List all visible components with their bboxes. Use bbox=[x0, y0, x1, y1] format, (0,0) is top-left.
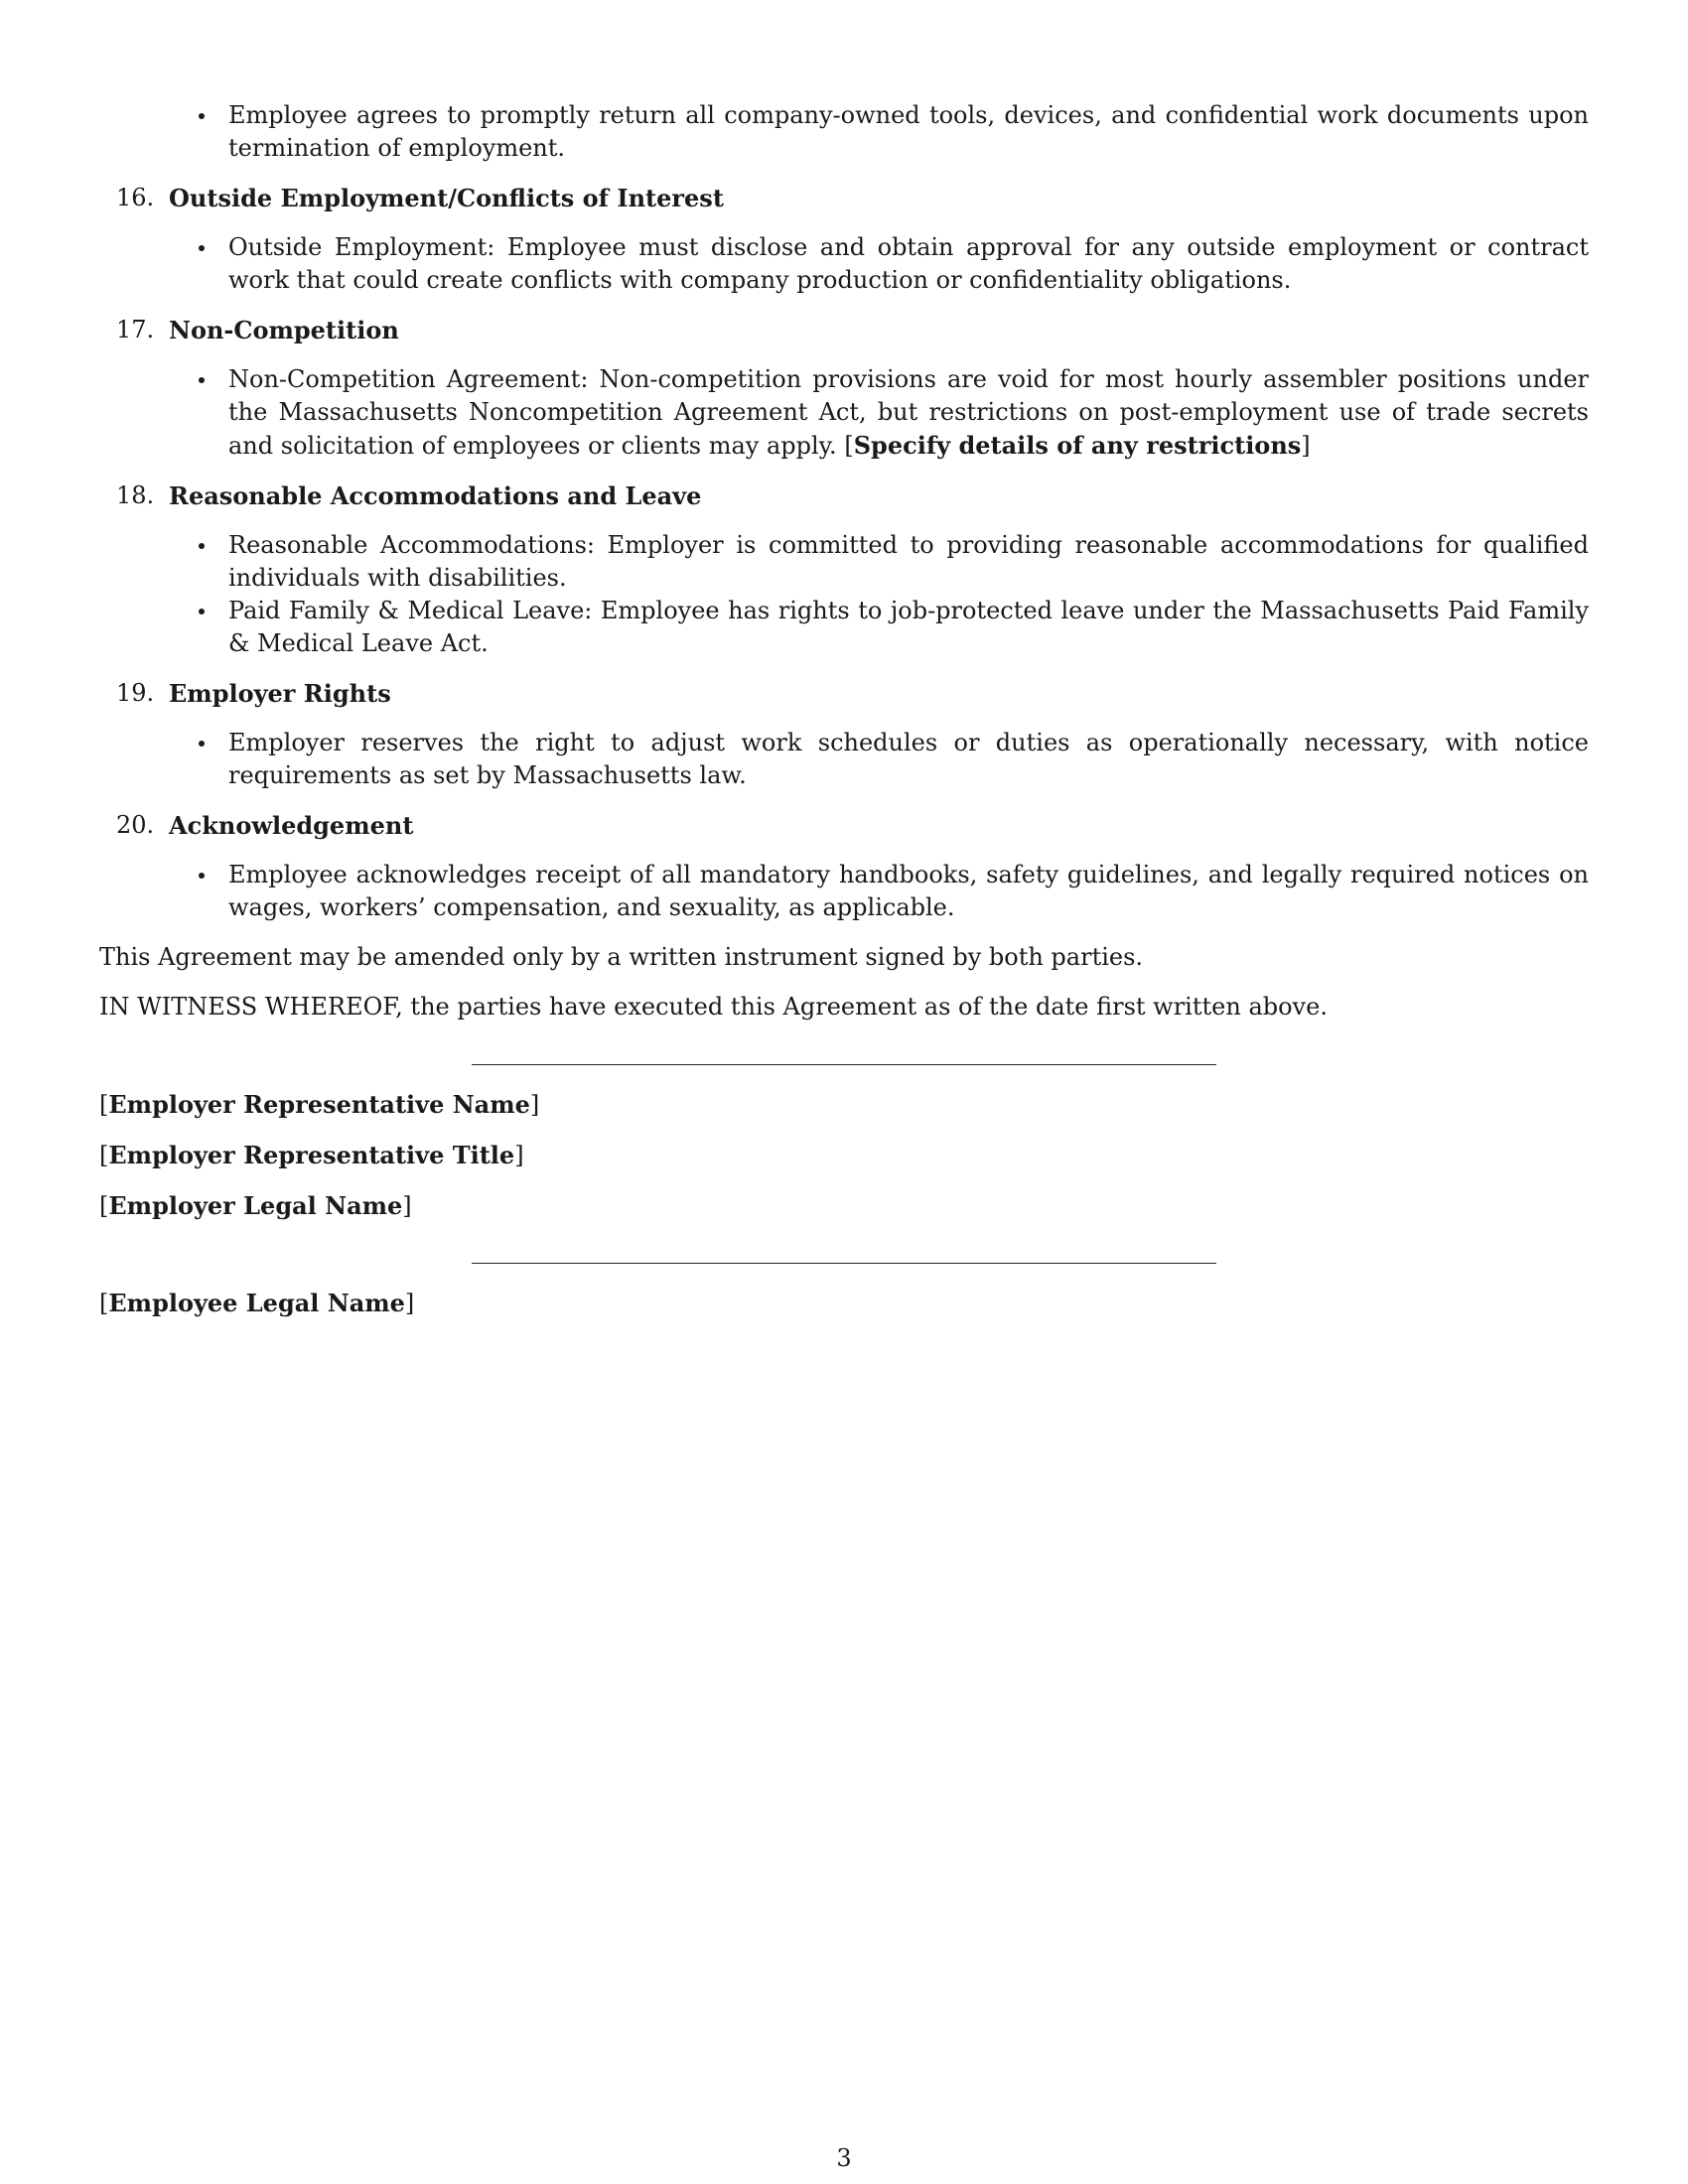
bullet-text: Employee agrees to promptly return all company-owned tools, devices, and confidential work documents upon termination of employment. bbox=[228, 101, 1589, 162]
section-heading-18 bbox=[99, 479, 1589, 512]
bullet-text: Non-Competition Agreement: Non-competition provisions are void for most hourly assembler positions under the Massachusetts Noncompetition Agreement Act, but restrictions on post-employment use of trade secrets and solicitation of employees or clients may apply. bbox=[228, 365, 1589, 460]
bullet-dot bbox=[199, 873, 205, 879]
document-page bbox=[99, 99, 1589, 1320]
section-title: Outside Employment/Conflicts of Interest bbox=[169, 184, 724, 212]
employer-signature-block bbox=[99, 1064, 1589, 1223]
bullet-dot bbox=[199, 113, 205, 119]
employee-signature-block bbox=[99, 1263, 1589, 1320]
bullet-non-competition bbox=[99, 363, 1589, 463]
bullet-paid-leave bbox=[99, 595, 1589, 660]
employer-rep-title: [Employer Representative Title] bbox=[99, 1141, 524, 1169]
bullet-dot bbox=[199, 377, 205, 383]
bullet-dot bbox=[199, 609, 205, 614]
section-title: Reasonable Accommodations and Leave bbox=[169, 481, 702, 510]
bracket-close: ] bbox=[1301, 432, 1311, 460]
bracket-open: [ bbox=[844, 432, 854, 460]
section-title: Acknowledgement bbox=[169, 811, 414, 840]
section-title: Employer Rights bbox=[169, 679, 391, 708]
section-heading-17 bbox=[99, 314, 1589, 346]
section-heading-20 bbox=[99, 809, 1589, 842]
section-heading-16 bbox=[99, 182, 1589, 214]
bullet-dot bbox=[199, 741, 205, 747]
placeholder-restrictions bbox=[844, 432, 1310, 460]
employer-signature-line bbox=[472, 1064, 1216, 1065]
bullet-employer-rights bbox=[99, 727, 1589, 792]
bullet-text: Outside Employment: Employee must disclose and obtain approval for any outside employment or contract work that could create conflicts with company production or confidentiality obligations. bbox=[228, 233, 1589, 294]
section-number: 16. bbox=[116, 184, 155, 211]
witness-paragraph: IN WITNESS WHEREOF, the parties have executed this Agreement as of the date first written above. bbox=[99, 993, 1328, 1021]
section-number: 19. bbox=[116, 679, 155, 707]
amendment-paragraph: This Agreement may be amended only by a written instrument signed by both parties. bbox=[99, 943, 1144, 971]
bullet-text: Employer reserves the right to adjust work schedules or duties as operationally necessary, with notice requirements as set by Massachusetts law. bbox=[228, 729, 1589, 789]
page-number: 3 bbox=[836, 2144, 852, 2172]
bullet-text: Paid Family & Medical Leave: Employee has rights to job-protected leave under the Massachusetts Paid Family & Medical Leave Act. bbox=[228, 597, 1589, 657]
document-content bbox=[99, 99, 1589, 1320]
bullet-acknowledgement bbox=[99, 859, 1589, 924]
section-number: 18. bbox=[116, 481, 155, 509]
employee-signature-line bbox=[472, 1263, 1216, 1264]
bullet-text: Employee acknowledges receipt of all mandatory handbooks, safety guidelines, and legally required notices on wages, workers’ compensation, and sexuality, as applicable. bbox=[228, 861, 1589, 921]
bullet-outside-employment bbox=[99, 231, 1589, 297]
employee-legal-name: [Employee Legal Name] bbox=[99, 1289, 415, 1317]
bullet-return-property bbox=[99, 99, 1589, 165]
bullet-accommodations bbox=[99, 529, 1589, 595]
section-heading-19 bbox=[99, 677, 1589, 710]
bullet-dot bbox=[199, 543, 205, 549]
bullet-dot bbox=[199, 245, 205, 251]
bullet-text: Reasonable Accommodations: Employer is committed to providing reasonable accommodations for qualified individuals with disabilities. bbox=[228, 531, 1589, 592]
section-number: 17. bbox=[116, 316, 155, 343]
section-number: 20. bbox=[116, 811, 155, 839]
employer-legal-name: [Employer Legal Name] bbox=[99, 1191, 412, 1220]
employer-rep-name: [Employer Representative Name] bbox=[99, 1090, 540, 1119]
placeholder-text: Specify details of any restrictions bbox=[853, 431, 1302, 460]
section-title: Non-Competition bbox=[169, 316, 399, 344]
